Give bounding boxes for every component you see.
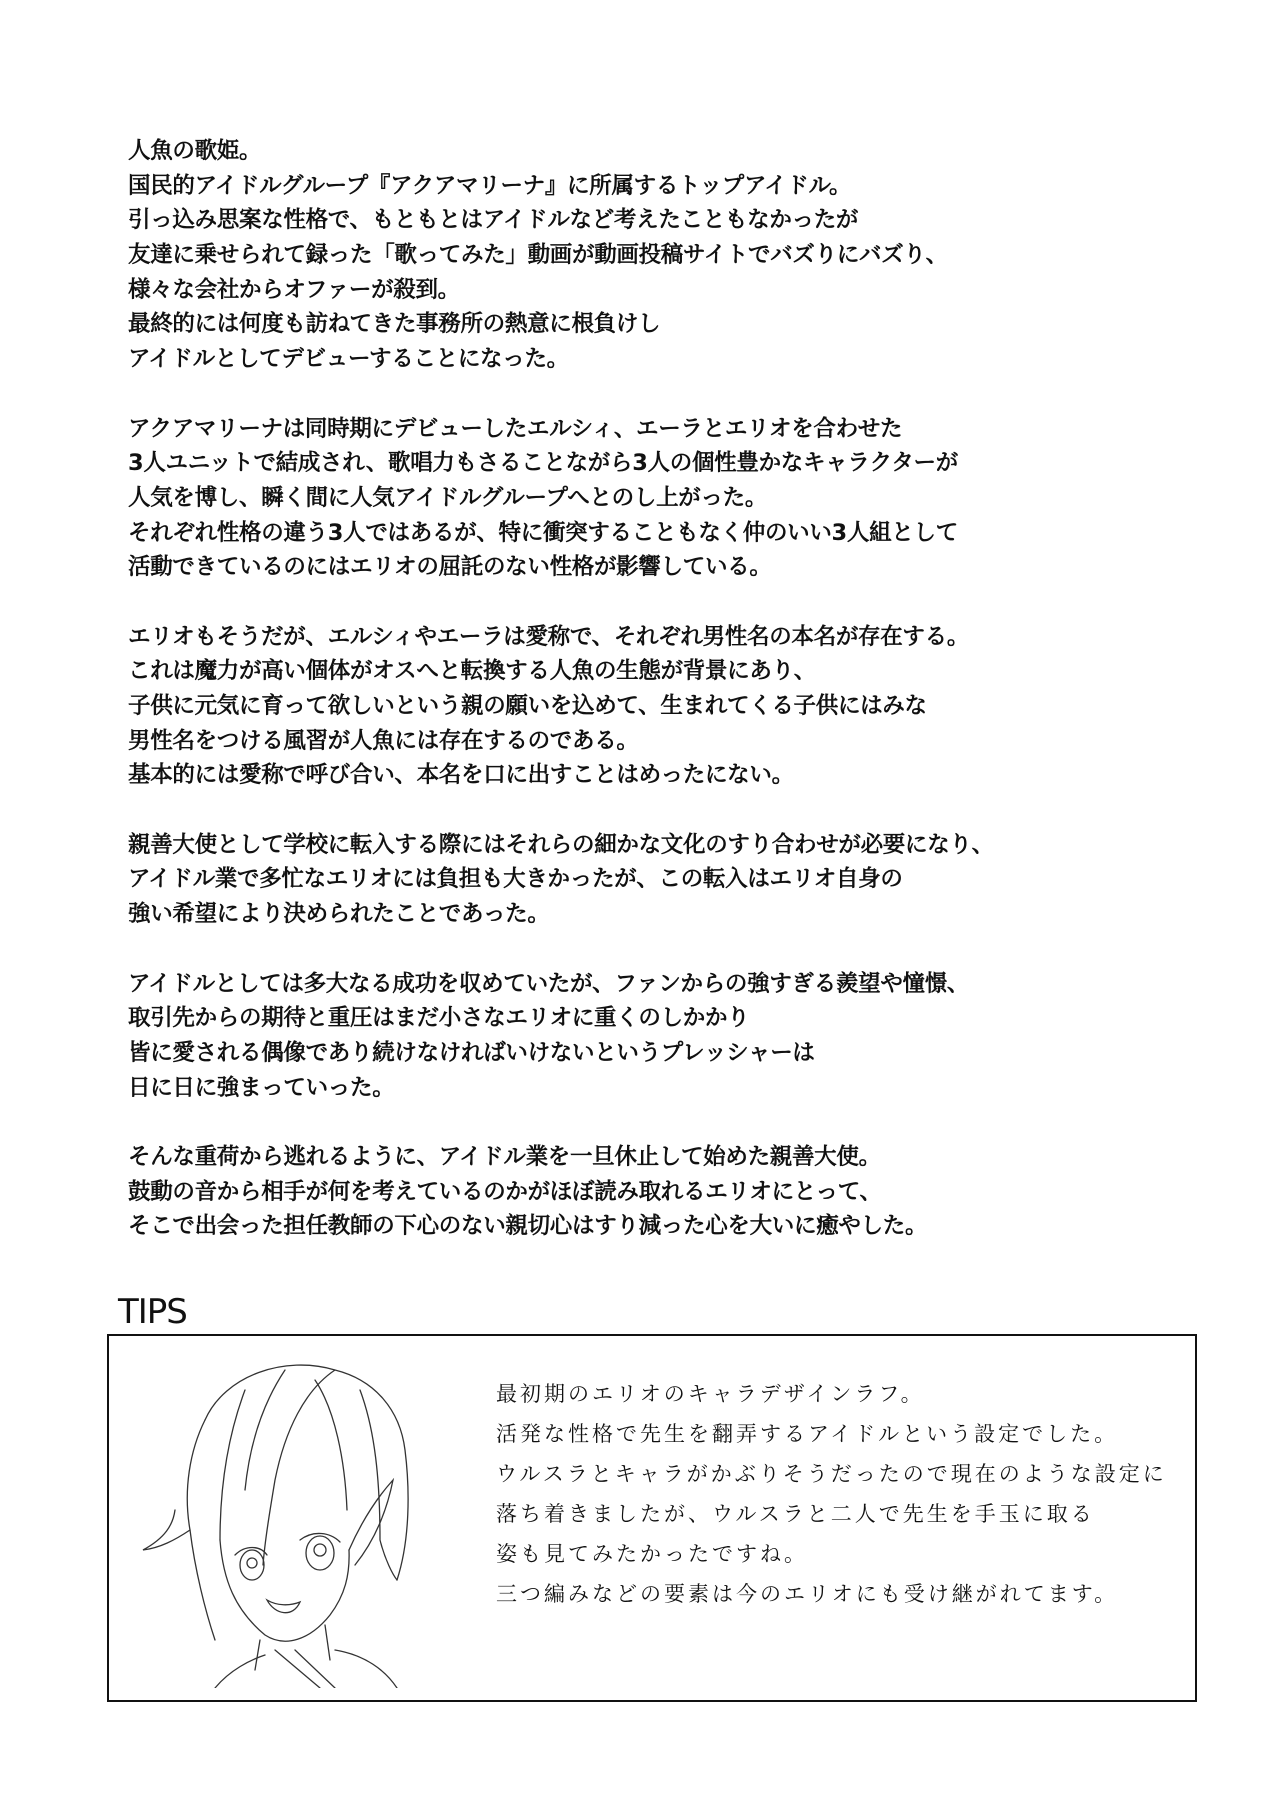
tips-line: 三つ編みなどの要素は今のエリオにも受け継がれてます。 bbox=[496, 1582, 1119, 1606]
tips-box bbox=[107, 1334, 1197, 1702]
text-line: 皆に愛される偶像であり続けなければいけないというプレッシャーは bbox=[128, 1039, 815, 1066]
paragraph bbox=[128, 967, 1208, 1106]
tips-line: 姿も見てみたかったですね。 bbox=[496, 1542, 808, 1566]
tips-line: 最初期のエリオのキャラデザインラフ。 bbox=[496, 1382, 925, 1406]
tips-line: 落ち着きましたが、ウルスラと二人で先生を手玉に取る bbox=[496, 1502, 1095, 1526]
character-sketch-illustration bbox=[135, 1350, 465, 1688]
tips-heading: TIPS bbox=[118, 1292, 187, 1332]
paragraph bbox=[128, 412, 1208, 585]
text-line: 鼓動の音から相手が何を考えているのかがほぼ読み取れるエリオにとって、 bbox=[128, 1178, 882, 1205]
text-line: そんな重荷から逃れるように、アイドル業を一旦休止して始めた親善大使。 bbox=[128, 1143, 881, 1170]
text-line: エリオもそうだが、エルシィやエーラは愛称で、それぞれ男性名の本名が存在する。 bbox=[128, 623, 970, 650]
text-line: 様々な会社からオファーが殺到。 bbox=[128, 276, 460, 303]
text-line: 最終的には何度も訪ねてきた事務所の熱意に根負けし bbox=[128, 311, 661, 338]
text-line: 日に日に強まっていった。 bbox=[128, 1074, 395, 1101]
text-line: 活動できているのにはエリオの屈託のない性格が影響している。 bbox=[128, 554, 772, 581]
text-line: 強い希望により決められたことであった。 bbox=[128, 901, 550, 928]
tips-text bbox=[496, 1374, 1167, 1614]
text-line: 取引先からの期待と重圧はまだ小さなエリオに重くのしかかり bbox=[128, 1005, 750, 1032]
text-line: アイドルとしてデビューすることになった。 bbox=[128, 346, 569, 373]
text-line: 友達に乗せられて録った「歌ってみた」動画が動画投稿サイトでバズりにバズり、 bbox=[128, 242, 948, 269]
text-line: 親善大使として学校に転入する際にはそれらの細かな文化のすり合わせが必要になり、 bbox=[128, 831, 994, 858]
text-line: 人魚の歌姫。 bbox=[128, 138, 262, 164]
text-line: 国民的アイドルグループ『アクアマリーナ』に所属するトップアイドル。 bbox=[128, 172, 852, 199]
text-line: アイドル業で多忙なエリオには負担も大きかったが、この転入はエリオ自身の bbox=[128, 866, 903, 893]
text-line: 男性名をつける風習が人魚には存在するのである。 bbox=[128, 727, 639, 754]
story-body bbox=[128, 134, 1208, 1279]
text-line: 3人ユニットで結成され、歌唱力もさることながら3人の個性豊かなキャラクターが bbox=[128, 450, 958, 477]
paragraph bbox=[128, 828, 1208, 932]
text-line: 人気を博し、瞬く間に人気アイドルグループへとのし上がった。 bbox=[128, 484, 768, 511]
text-line: そこで出会った担任教師の下心のない親切心はすり減った心を大いに癒やした。 bbox=[128, 1213, 928, 1240]
text-line: これは魔力が高い個体がオスへと転換する人魚の生態が背景にあり、 bbox=[128, 658, 816, 685]
tips-line: ウルスラとキャラがかぶりそうだったので現在のような設定に bbox=[496, 1462, 1167, 1486]
text-line: 基本的には愛称で呼び合い、本名を口に出すことはめったにない。 bbox=[128, 762, 794, 789]
text-line: 引っ込み思案な性格で、もともとはアイドルなど考えたこともなかったが bbox=[128, 207, 859, 234]
text-line: 子供に元気に育って欲しいという親の願いを込めて、生まれてくる子供にはみな bbox=[128, 693, 927, 719]
paragraph bbox=[128, 134, 1208, 377]
paragraph bbox=[128, 620, 1208, 793]
paragraph bbox=[128, 1140, 1208, 1244]
text-line: アクアマリーナは同時期にデビューしたエルシィ、エーラとエリオを合わせた bbox=[128, 415, 903, 442]
tips-line: 活発な性格で先生を翻弄するアイドルという設定でした。 bbox=[496, 1422, 1119, 1446]
text-line: それぞれ性格の違う3人ではあるが、特に衝突することもなく仲のいい3人組として bbox=[128, 519, 958, 546]
text-line: アイドルとしては多大なる成功を収めていたが、ファンからの強すぎる羨望や憧憬、 bbox=[128, 970, 970, 997]
